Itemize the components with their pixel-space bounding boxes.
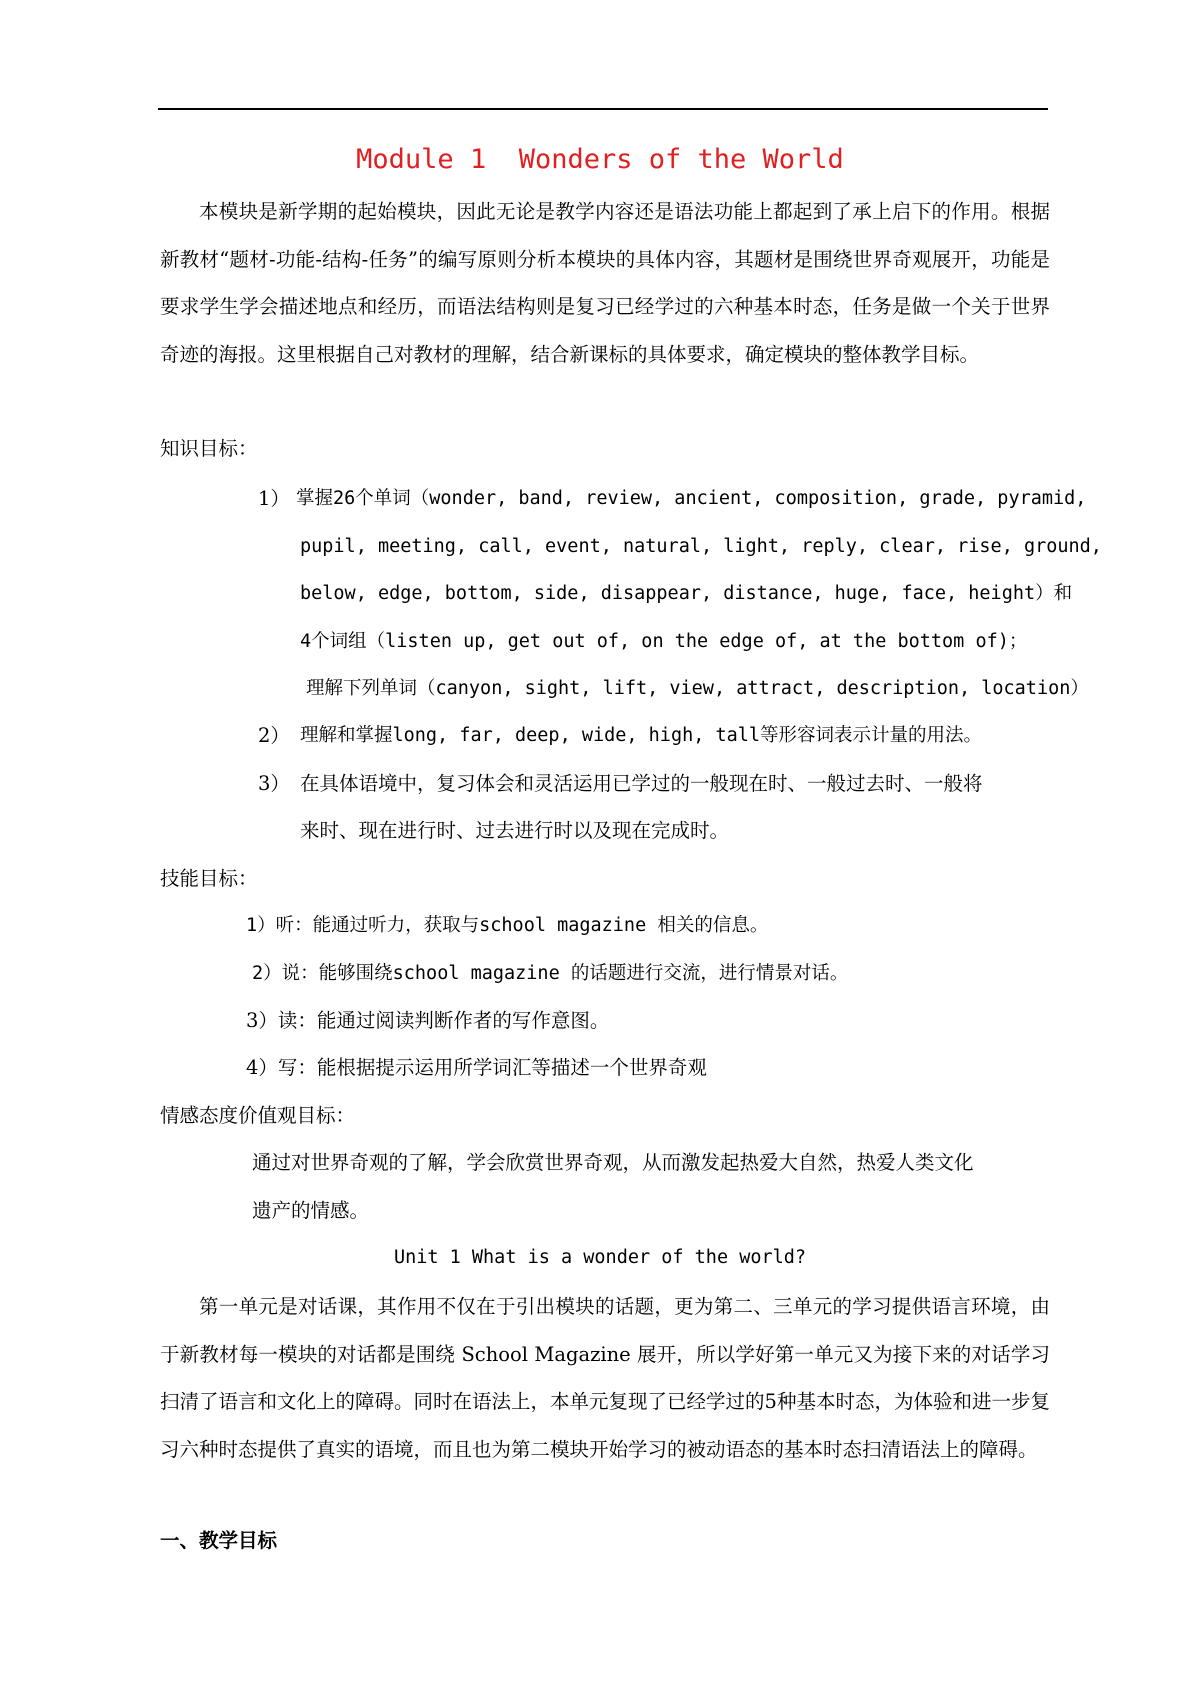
- knowledge-item-2-line-1: 理解和掌握long, far, deep, wide, high, tall等形容词表示计量的用法。: [300, 725, 983, 746]
- skill-item-writing: 4）写：能根据提示运用所学词汇等描述一个世界奇观: [246, 1056, 707, 1079]
- skill-item-speaking: 2）说：能够围绕school magazine 的话题进行交流，进行情景对话。: [252, 963, 849, 984]
- skill-item-reading: 3）读：能通过阅读判断作者的写作意图。: [246, 1009, 610, 1032]
- section-heading-teaching-goals: 一、教学目标: [160, 1529, 278, 1552]
- knowledge-item-3-number: 3）: [258, 772, 290, 795]
- unit-intro-paragraph: 第一单元是对话课，其作用不仅在于引出模块的话题，更为第二、三单元的学习提供语言环境，由于新教材每一模块的对话都是围绕 School Magazine 展开，所以学好第一单元又为接下来的对话学习扫清了语言和文化上的障碍。同时在语法上，本单元复现了已经学过的5种基本时态，为体验和进一步复习六种时态提供了真实的语境，而且也为第二模块开始学习的被动语态的基本时态扫清语法上的障碍。: [160, 1295, 1050, 1461]
- emotion-heading: 情感态度价值观目标：: [160, 1104, 356, 1127]
- knowledge-item-1-line-4: 4个词组（listen up, get out of, on the edge of, at the bottom of)；: [300, 631, 1028, 652]
- emotion-line-2: 遗产的情感。: [252, 1199, 370, 1222]
- skill-heading: 技能目标：: [160, 867, 258, 890]
- emotion-line-1: 通过对世界奇观的了解，学会欣赏世界奇观，从而激发起热爱大自然，热爱人类文化: [252, 1151, 974, 1174]
- intro-paragraph: 本模块是新学期的起始模块，因此无论是教学内容还是语法功能上都起到了承上启下的作用。根据新教材“题材-功能-结构-任务”的编写原则分析本模块的具体内容，其题材是围绕世界奇观展开，功能是要求学生学会描述地点和经历，而语法结构则是复习已经学过的六种基本时态，任务是做一个关于世界奇迹的海报。这里根据自己对教材的理解，结合新课标的具体要求，确定模块的整体教学目标。: [160, 200, 1050, 366]
- knowledge-item-2-number: 2）: [258, 724, 290, 747]
- knowledge-heading: 知识目标：: [160, 437, 258, 460]
- knowledge-item-3-line-1: 在具体语境中，复习体会和灵活运用已学过的一般现在时、一般过去时、一般将: [300, 772, 983, 795]
- knowledge-item-1-line-2: pupil, meeting, call, event, natural, light, reply, clear, rise, ground,: [300, 536, 1102, 557]
- knowledge-item-1-line-1: 掌握26个单词（wonder, band, review, ancient, composition, grade, pyramid,: [296, 488, 1087, 509]
- knowledge-item-1-line-5: 理解下列单词（canyon, sight, lift, view, attract, description, location）: [306, 678, 1089, 699]
- knowledge-item-1-line-3: below, edge, bottom, side, disappear, distance, huge, face, height）和: [300, 583, 1073, 604]
- unit-title: Unit 1 What is a wonder of the world?: [393, 1247, 807, 1268]
- knowledge-item-3-line-2: 来时、现在进行时、过去进行时以及现在完成时。: [300, 819, 730, 842]
- page-title: Module 1 Wonders of the World: [356, 144, 844, 175]
- skill-item-listening: 1）听：能通过听力，获取与school magazine 相关的信息。: [246, 915, 769, 936]
- knowledge-item-1-number: 1）: [258, 487, 290, 510]
- header-rule: [158, 108, 1048, 110]
